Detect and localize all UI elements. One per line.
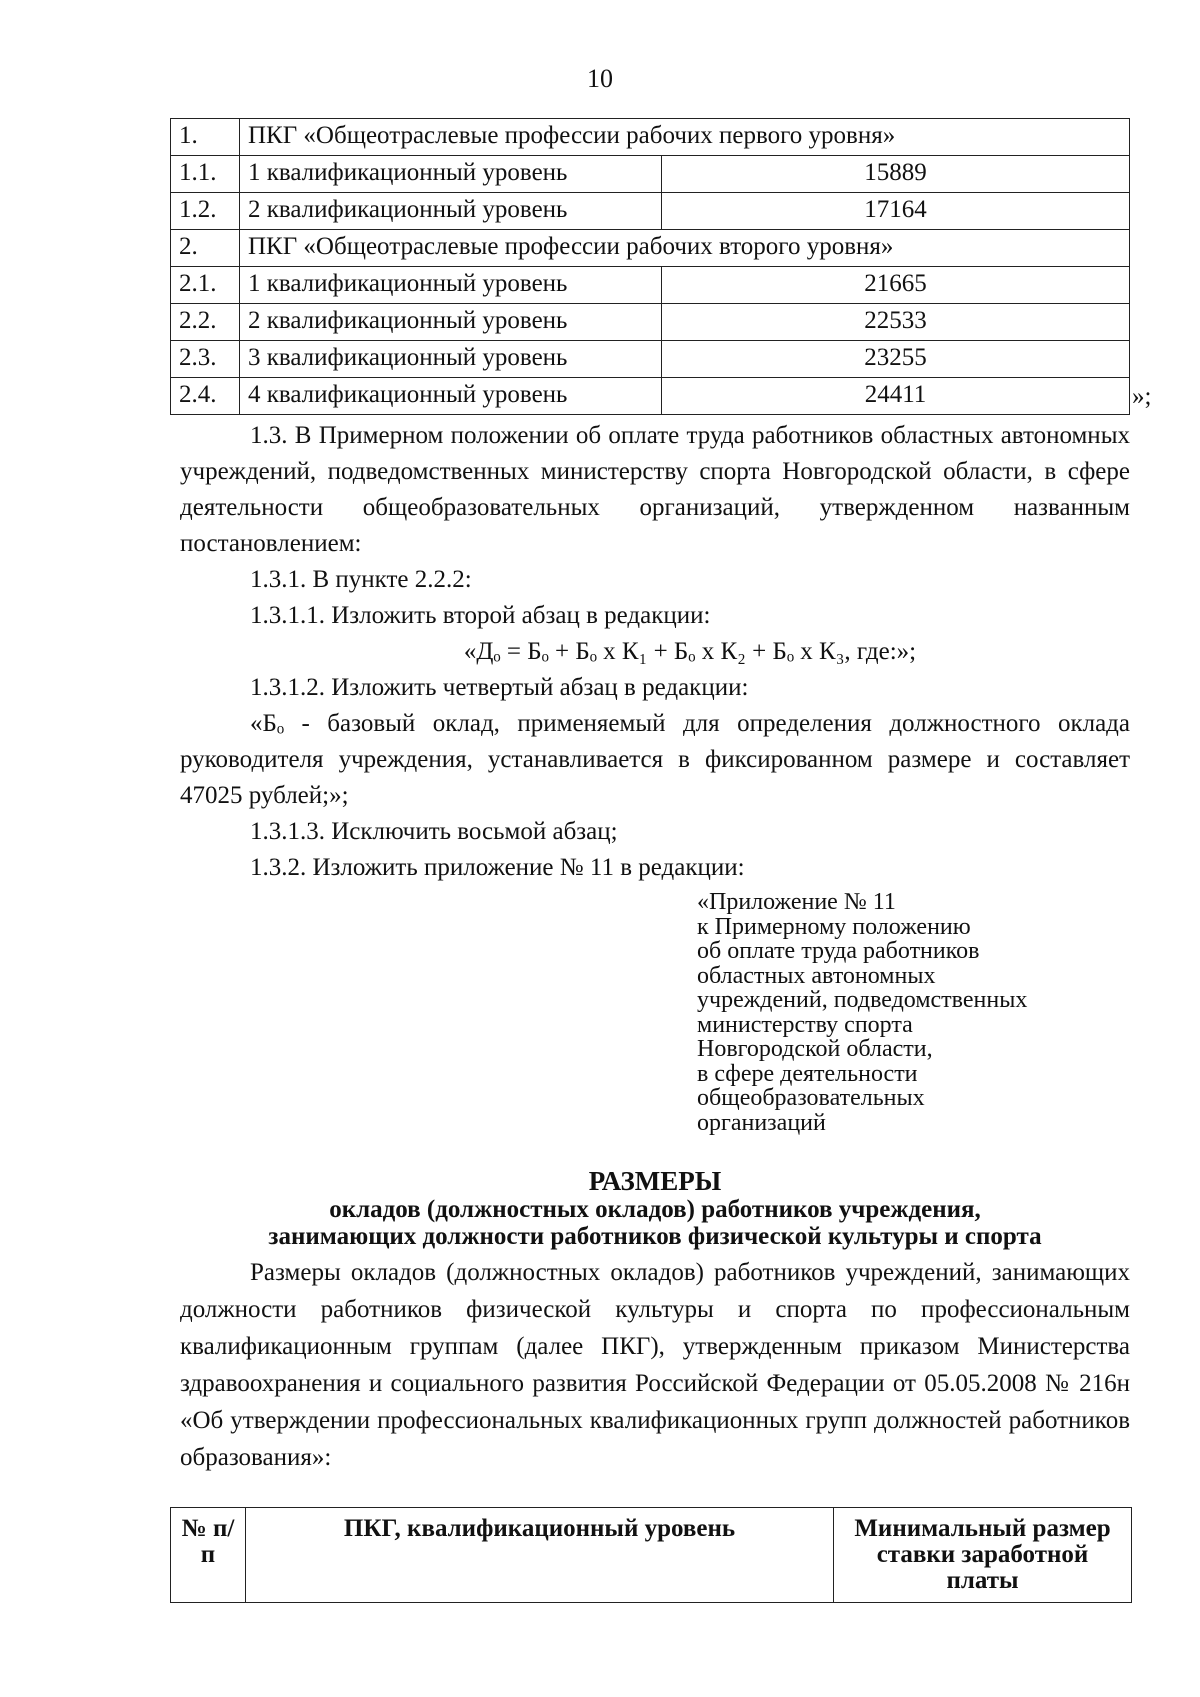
group-title: ПКГ «Общеотраслевые профессии рабочих второго уровня»: [240, 230, 1130, 267]
appendix-line: об оплате труда работников: [697, 938, 980, 964]
table-closing-quote: »;: [1132, 383, 1152, 410]
paragraph-1-3-1: 1.3.1. В пункте 2.2.2:: [250, 566, 472, 593]
salary-value: 17164: [662, 193, 1130, 230]
column-rate-header: Минимальный размер ставки заработной платы: [834, 1508, 1132, 1603]
heading-subtitle-1: окладов (должностных окладов) работников учреждения,: [329, 1196, 981, 1223]
table-header-row: [171, 1508, 1132, 1603]
appendix-header: [697, 890, 1027, 1135]
table-row: [171, 119, 1130, 156]
row-number: 2.1.: [171, 267, 240, 304]
paragraph-1-3-1-3: 1.3.1.3. Исключить восьмой абзац;: [250, 818, 618, 845]
paragraph-1-3-2: 1.3.2. Изложить приложение № 11 в редакции:: [250, 854, 745, 881]
table-row: [171, 156, 1130, 193]
table-row: [171, 304, 1130, 341]
appendix-line: организаций: [697, 1109, 826, 1136]
intro-paragraph: Размеры окладов (должностных окладов) работников учреждений, занимающих должности работников физической культуры и спорта по профессиональным квалификационным группам (далее ПКГ), утвержденным приказом Министерства здравоохранения и социального развития Российской Федерации от 05.05.2008 № 216н «Об утверждении профессиональных квалификационных групп должностей работников образования»:: [180, 1259, 1130, 1471]
row-number: 1.1.: [171, 156, 240, 193]
salary-value: 21665: [662, 267, 1130, 304]
page-number: 10: [587, 64, 613, 93]
salary-value: 24411: [662, 378, 1130, 415]
level-label: 4 квалификационный уровень: [240, 378, 662, 415]
appendix-line: областных автономных: [697, 962, 936, 989]
paragraph-1-3-1-1: 1.3.1.1. Изложить второй абзац в редакции:: [250, 602, 711, 629]
table-row: [171, 230, 1130, 267]
salary-table: [170, 118, 1130, 415]
column-number-header: № п/п: [171, 1508, 246, 1603]
formula: «Дₒ = Бₒ + Бₒ х К₁ + Бₒ х К₂ + Бₒ х К₃, где:»;: [463, 638, 917, 665]
salary-value: 23255: [662, 341, 1130, 378]
row-number: 1.: [171, 119, 240, 156]
row-number: 1.2.: [171, 193, 240, 230]
paragraph-1-3-1-2: 1.3.1.2. Изложить четвертый абзац в редакции:: [250, 674, 749, 701]
heading-title: РАЗМЕРЫ: [588, 1166, 722, 1196]
table-row: [171, 341, 1130, 378]
table-row: [171, 378, 1130, 415]
group-title: ПКГ «Общеотраслевые профессии рабочих первого уровня»: [240, 119, 1130, 156]
paragraph-1-3: 1.3. В Примерном положении об оплате труда работников областных автономных учреждений, подведомственных министерству спорта Новгородской области, в сфере деятельности общеобразовательных организаций, утвержденном названным постановлением:: [180, 422, 1130, 557]
heading-subtitle-2: занимающих должности работников физической культуры и спорта: [268, 1223, 1042, 1250]
level-label: 3 квалификационный уровень: [240, 341, 662, 378]
appendix-line: общеобразовательных: [697, 1085, 925, 1111]
level-label: 1 квалификационный уровень: [240, 156, 662, 193]
table-row: [171, 267, 1130, 304]
level-label: 2 квалификационный уровень: [240, 193, 662, 230]
level-label: 1 квалификационный уровень: [240, 267, 662, 304]
column-pkg-header: ПКГ, квалификационный уровень: [246, 1508, 834, 1603]
appendix-line: Новгородской области,: [697, 1036, 933, 1062]
salary-value: 22533: [662, 304, 1130, 341]
appendix-line: учреждений, подведомственных: [697, 987, 1028, 1013]
table-row: [171, 193, 1130, 230]
appendix-line: «Приложение № 11: [697, 889, 896, 915]
positions-table-header: [170, 1507, 1132, 1603]
row-number: 2.4.: [171, 378, 240, 415]
paragraph-base-salary: «Бₒ - базовый оклад, применяемый для определения должностного оклада руководителя учреждения, устанавливается в фиксированном размере и составляет 47025 рублей;»;: [180, 710, 1130, 809]
level-label: 2 квалификационный уровень: [240, 304, 662, 341]
row-number: 2.: [171, 230, 240, 267]
appendix-line: к Примерному положению: [697, 913, 971, 940]
row-number: 2.2.: [171, 304, 240, 341]
appendix-line: министерству спорта: [697, 1011, 913, 1038]
appendix-line: в сфере деятельности: [697, 1060, 918, 1087]
salary-value: 15889: [662, 156, 1130, 193]
row-number: 2.3.: [171, 341, 240, 378]
